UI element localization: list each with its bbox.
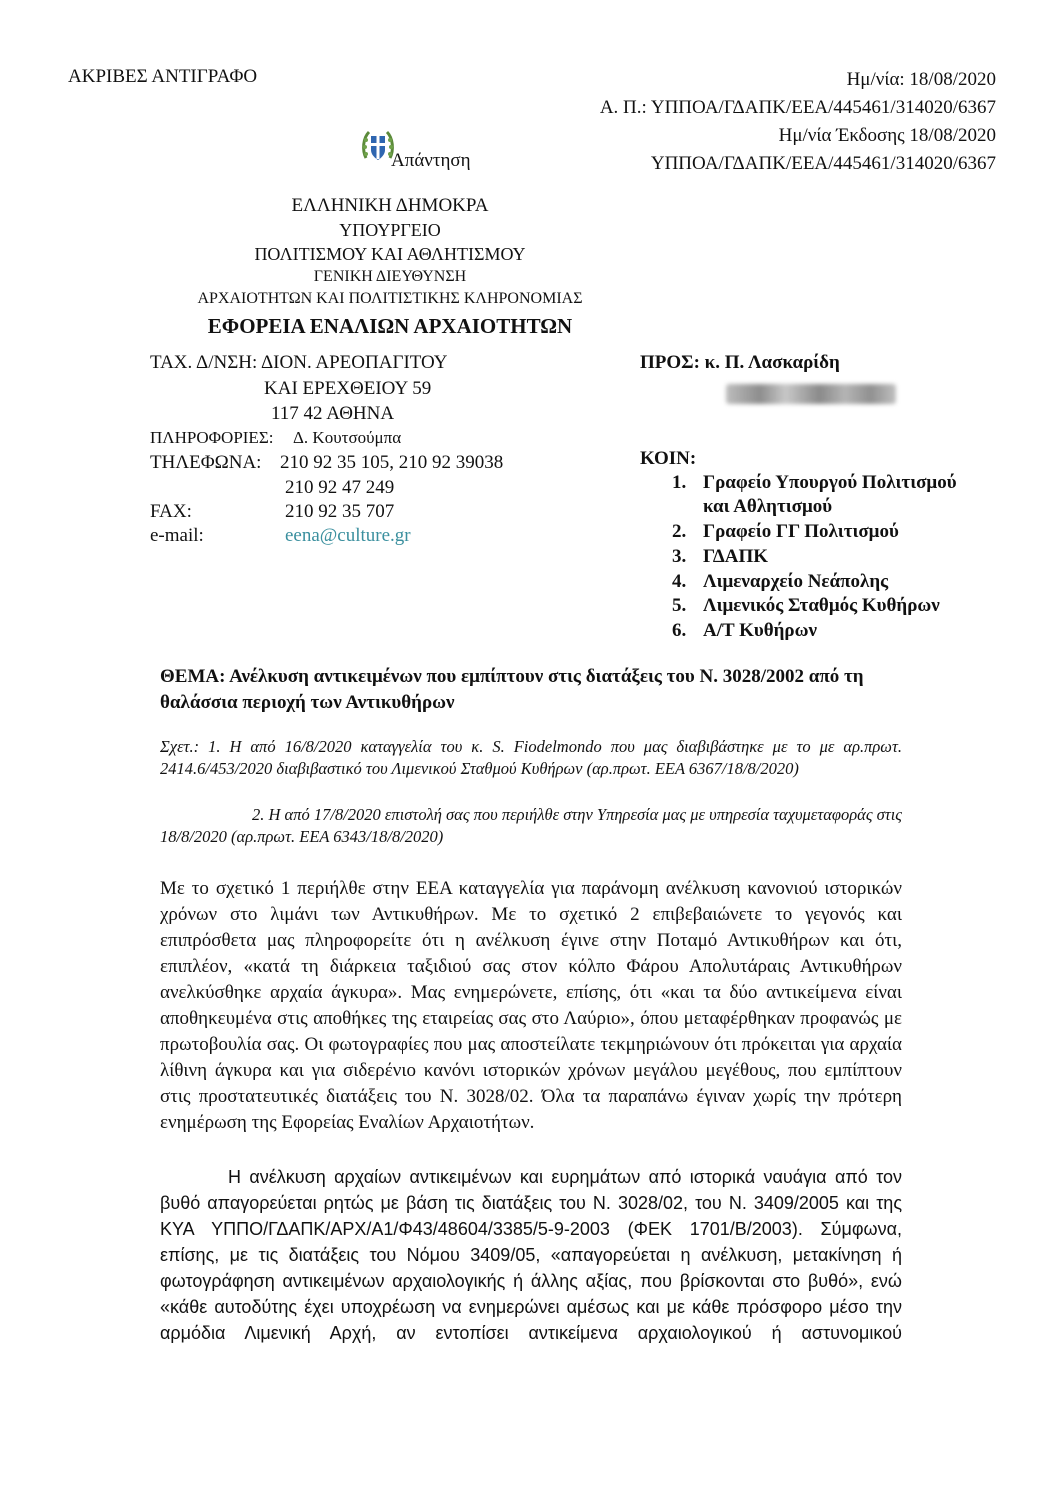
address-line-3: 117 42 ΑΘΗΝΑ: [271, 403, 395, 424]
fax-label: FAX:: [150, 501, 192, 522]
cc-item-2-num: 2.: [672, 521, 687, 542]
authority-directorate: ΓΕΝΙΚΗ ΔΙΕΥΘΥΝΣΗ: [313, 268, 467, 285]
email-link[interactable]: eena@culture.gr: [285, 525, 411, 546]
subject-line: ΘΕΜΑ: Ανέλκυση αντικειμένων που εμπίπτουν στις διατάξεις του Ν. 3028/2002 από τη θαλάσσια περιοχή των Αντικυθήρων: [160, 666, 864, 713]
date-line: Ημ/νία: 18/08/2020: [846, 69, 996, 90]
cc-item-5-num: 5.: [672, 595, 687, 616]
cc-item-1-text: Γραφείο Υπουργού Πολιτισμού: [703, 472, 957, 493]
phones-value-2: 210 92 47 249: [285, 477, 395, 498]
cc-label: ΚΟΙΝ:: [640, 448, 697, 469]
authority-header: [150, 194, 630, 340]
cc-item-3-num: 3.: [672, 546, 687, 567]
cc-item-6-num: 6.: [672, 620, 687, 641]
reference-1: Σχετ.: 1. Η από 16/8/2020 καταγγελία του κ. S. Fiodelmondo που μας διαβιβάστηκε με το με αρ.πρωτ. 2414.6/453/2020 διαβιβαστικό του Λιμενικού Σταθμού Κυθήρων (αρ.πρωτ. ΕΕΑ 6367/18/8/2020): [160, 737, 902, 778]
cc-item-4-text: Λιμεναρχείο Νεάπολης: [703, 571, 889, 592]
protocol-number: Α. Π.: ΥΠΠΟΑ/ΓΔΑΠΚ/ΕΕΑ/445461/314020/6367: [599, 97, 996, 118]
certified-copy-label: ΑΚΡΙΒΕΣ ΑΝΤΙΓΡΑΦΟ: [68, 66, 258, 87]
cc-item-3-text: ΓΔΑΠΚ: [703, 546, 769, 567]
recipient-to: ΠΡΟΣ: κ. Π. Λασκαρίδη: [640, 352, 840, 373]
issue-date-line: Ημ/νία Έκδοσης 18/08/2020: [778, 125, 996, 146]
authority-ephorate: ΕΦΟΡΕΙΑ ΕΝΑΛΙΩΝ ΑΡΧΑΙΟΤΗΤΩΝ: [207, 314, 573, 338]
cc-item-4-num: 4.: [672, 571, 687, 592]
cc-item-5-text: Λιμενικός Σταθμός Κυθήρων: [703, 595, 940, 616]
address-line-2: ΚΑΙ ΕΡΕΧΘΕΙΟΥ 59: [264, 378, 432, 399]
cc-item-1-cont: και Αθλητισμού: [703, 496, 833, 517]
email-label: e-mail:: [150, 525, 204, 546]
address-line-1: ΤΑΧ. Δ/ΝΣΗ: ΔΙΟΝ. ΑΡΕΟΠΑΓΙΤΟΥ: [150, 352, 448, 373]
document-meta: [600, 66, 996, 178]
cc-item-1-num: 1.: [672, 472, 687, 493]
phones-value-1: 210 92 35 105, 210 92 39038: [280, 452, 504, 473]
reference-2: 2. Η από 17/8/2020 επιστολή σας που περιήλθε στην Υπηρεσία μας με υπηρεσία ταχυμεταφοράς στις 18/8/2020 (αρ.πρωτ. ΕΕΑ 6343/18/8/2020): [160, 805, 902, 846]
issue-protocol-number: ΥΠΠΟΑ/ΓΔΑΠΚ/ΕΕΑ/445461/314020/6367: [650, 153, 996, 174]
redacted-address: [726, 384, 896, 404]
authority-republic: ΕΛΛΗΝΙΚΗ ΔΗΜΟΚΡΑ: [291, 195, 489, 216]
info-label: ΠΛΗΡΟΦΟΡΙΕΣ:: [150, 428, 274, 447]
reply-label: Απάντηση: [391, 150, 471, 171]
cc-item-6-text: Α/Τ Κυθήρων: [703, 620, 817, 641]
cc-item-2-text: Γραφείο ΓΓ Πολιτισμού: [703, 521, 899, 542]
fax-value: 210 92 35 707: [285, 501, 395, 522]
info-value: Δ. Κουτσούμπα: [293, 428, 402, 447]
authority-directorate-name: ΑΡΧΑΙΟΤΗΤΩΝ ΚΑΙ ΠΟΛΙΤΙΣΤΙΚΗΣ ΚΛΗΡΟΝΟΜΙΑΣ: [197, 290, 583, 307]
phones-label: ΤΗΛΕΦΩΝΑ:: [150, 452, 262, 473]
body-paragraph-2: Η ανέλκυση αρχαίων αντικειμένων και ευρημάτων από ιστορικά ναυάγια από τον βυθό απαγορεύεται ρητώς με βάση τις διατάξεις του Ν. 3028/02, του Ν. 3409/2005 και της ΚΥΑ ΥΠΠΟ/ΓΔΑΠΚ/ΑΡΧ/Α1/Φ43/48604/3385/5-9-2003 (ΦΕΚ 1701/Β/2003). Σύμφωνα, επίσης, με τις διατάξεις του Νόμου 3409/05, «απαγορεύεται η ανέλκυση, μετακίνηση ή φωτογράφηση αντικειμένων αρχαιολογικής ή άλλης αξίας, που βρίσκονται στο βυθό», ενώ «κάθε αυτοδύτης έχει υποχρέωση να ενημερώνει αμέσως και με κάθε πρόσφορο μέσο την αρμόδια Λιμενική Αρχή, αν εντοπίσει αντικείμενα αρχαιολογικού ή αστυνομικού: [160, 1167, 902, 1343]
body-paragraph-1: Με το σχετικό 1 περιήλθε στην ΕΕΑ καταγγελία για παράνομη ανέλκυση κανονιού ιστορικών χρόνων στο λιμάνι των Αντικυθήρων. Με το σχετικό 2 επιβεβαιώνετε το γεγονός και επιπρόσθετα μας πληροφορείτε ότι η ανέλκυση έγινε στην Ποταμό Αντικυθήρων και ότι, επιπλέον, «κατά τη διάρκεια ταξιδιού σας στον κόλπο Φάρου Απολυτάραις Αντικυθήρων ανελκύσθηκε αρχαία άγκυρα». Μας ενημερώνετε, επίσης, ότι «και τα δύο αντικείμενα είναι αποθηκευμένα στις αποθήκες της εταιρείας σας στο Λαύριο», όπου μεταφέρθηκαν προφανώς με πρωτοβουλία σας. Οι φωτογραφίες που μας αποστείλατε τεκμηριώνουν ότι πρόκειται για αρχαία λίθινη άγκυρα και για σιδερένιο κανόνι ιστορικών χρόνων μεγάλου μεγέθους, που εμπίπτουν στις προστατευτικές διατάξεις του Ν. 3028/02. Όλα τα παραπάνω έγιναν χωρίς την πρότερη ενημέρωση της Εφορείας Εναλίων Αρχαιοτήτων.: [160, 878, 902, 1133]
authority-ministry-name: ΠΟΛΙΤΙΣΜΟΥ ΚΑΙ ΑΘΛΗΤΙΣΜΟΥ: [254, 244, 526, 264]
authority-ministry: ΥΠΟΥΡΓΕΙΟ: [339, 220, 441, 240]
